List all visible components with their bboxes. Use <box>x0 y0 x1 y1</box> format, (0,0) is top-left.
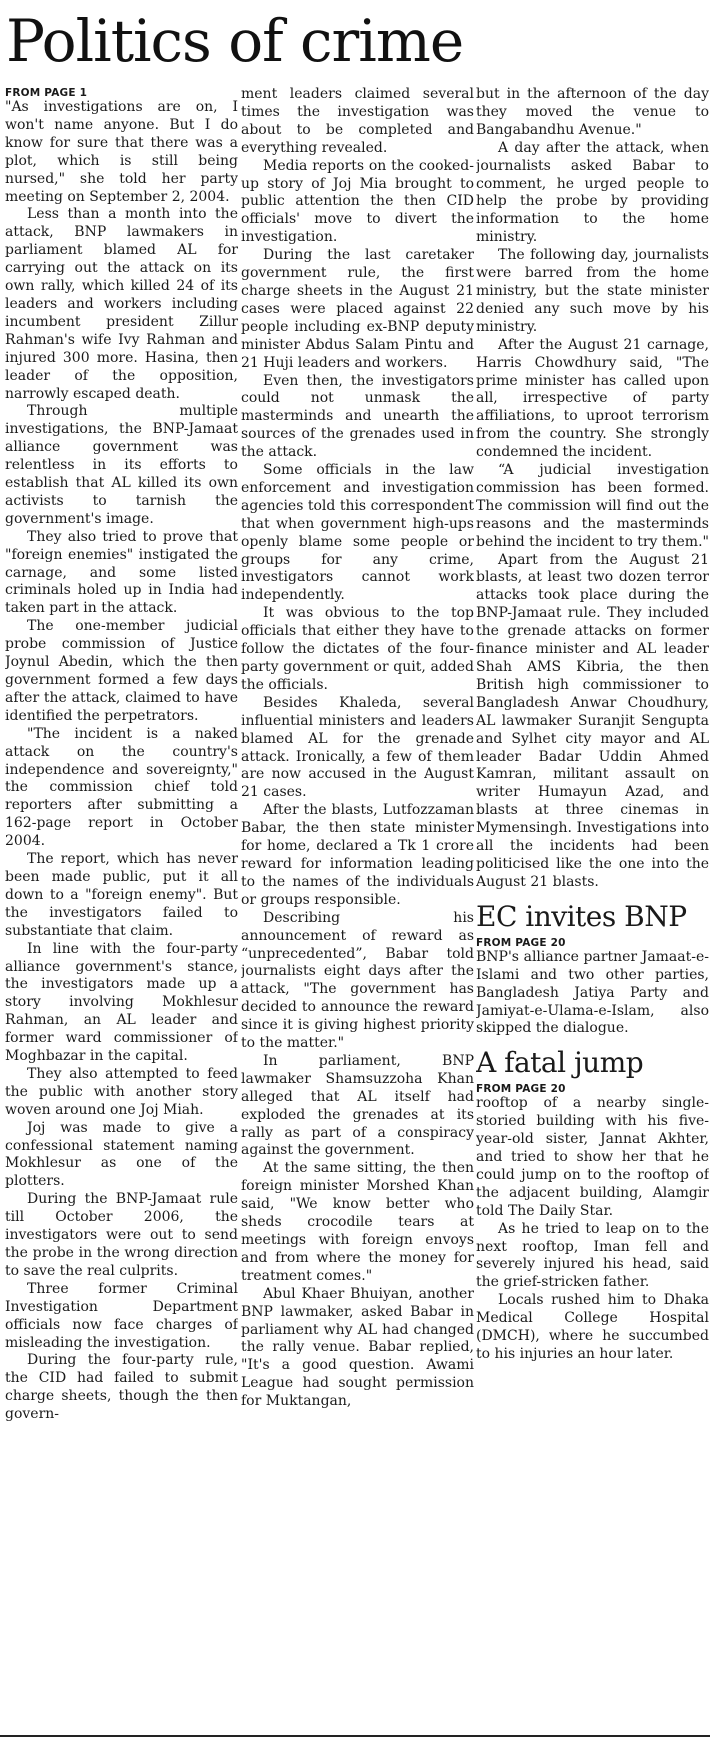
paragraph: BNP's alliance partner Jamaat-e-Islami and two other parties, Bangladesh Jatiya Party and Jamiyat-e-Ulama-e-Islam, also skipped the dialogue. <box>476 948 709 1037</box>
paragraph: A day after the attack, when journalists asked Babar to comment, he urged people to help the probe by providing information to the home ministry. <box>476 139 709 246</box>
fatal-jump-headline: A fatal jump <box>476 1046 644 1080</box>
paragraph: Even then, the investigators could not unmask the masterminds and unearth the sources of the grenades used in the attack. <box>241 372 474 461</box>
paragraph: Locals rushed him to Dhaka Medical College Hospital (DMCH), where he succumbed to his injuries an hour later. <box>476 1292 709 1362</box>
paragraph: They also tried to prove that "foreign enemies" instigated the carnage, and some listed criminals holed up in India had taken part in the attack. <box>5 528 238 617</box>
bottom-rule <box>0 1735 710 1737</box>
paragraph: Besides Khaleda, several influential ministers and leaders blamed AL for the grenade attack. Ironically, a few of them are now accused in the August 21 cases. <box>241 694 474 801</box>
paragraph: Media reports on the cooked-up story of Joj Mia brought to public attention the then CID officials' move to divert the investigation. <box>241 157 474 246</box>
paragraph: rooftop of a nearby single-storied building with his five-year-old sister, Jannat Akhter, and tried to show her that he could jump on to the rooftop of the adjacent building, Alamgir told The Daily Star. <box>476 1095 709 1219</box>
paragraph: Some officials in the law enforcement and investigation agencies told this correspondent that when government high-ups openly blame some people or groups for any crime, investigators cannot work independently. <box>241 462 474 604</box>
paragraph: Describing his announcement of reward as “unprecedented”, Babar told journalists eight days after the attack, "The government has decided to announce the reward since it is giving highest priority to the matter." <box>241 909 474 1052</box>
paragraph: The report, which has never been made public, put it all down to a "foreign enemy". But the investigators failed to substantiate that claim. <box>5 851 238 939</box>
paragraph: After the August 21 carnage, Harris Chowdhury said, "The prime minister has called upon all, irrespective of party affiliations, to uproot terrorism from the country. She strongly condemned the incident. <box>476 336 709 461</box>
paragraph: As he tried to leap on to the next rooftop, Iman fell and severely injured his head, said the grief-stricken father. <box>476 1220 709 1291</box>
paragraph: “A judicial investigation commission has been formed. The commission will find out the reasons and the masterminds behind the incident to try them." <box>476 462 709 550</box>
paragraph: In parliament, BNP lawmaker Shamsuzzoha Khan alleged that AL itself had exploded the grenades at its rally as part of a conspiracy against the government. <box>241 1052 474 1159</box>
paragraph: The one-member judicial probe commission of Justice Joynul Abedin, which the then government formed a few days after the attack, claimed to have identified the perpetrators. <box>5 618 238 724</box>
paragraph: Apart from the August 21 blasts, at least two dozen terror attacks took place during the BNP-Jamaat rule. They included the grenade attacks on former finance minister and AL leader Shah AMS Kibria, the then British high commissioner to Bangladesh Anwar Choudhury, AL lawmaker Suranjit Sengupta and Sylhet city mayor and AL leader Badar Uddin Ahmed Kamran, militant assault on writer Humayun Azad, and blasts at three cinemas in Mymensingh. Investigations into all the incidents had been politicised like the one into the August 21 blasts. <box>476 551 709 890</box>
paragraph: ment leaders claimed several times the investigation was about to be completed and everything revealed. <box>241 86 474 156</box>
paragraph: During the last caretaker government rule, the first charge sheets in the August 21 cases were placed against 22 people including ex-BNP deputy minister Abdus Salam Pintu and 21 Huji leaders and workers. <box>241 247 474 371</box>
paragraph: "As investigations are on, I won't name anyone. But I do know for sure that there was a plot, which is still being nursed," she told her party meeting on September 2, 2004. <box>5 99 238 205</box>
paragraph: During the BNP-Jamaat rule till October 2006, the investigators were out to send the probe in the wrong direction to save the real culprits. <box>5 1191 238 1279</box>
kicker-from-page-1: FROM PAGE 1 <box>5 87 88 99</box>
column-1 <box>5 86 238 1732</box>
paragraph: Less than a month into the attack, BNP lawmakers in parliament blamed AL for carrying out the attack on its own rally, which killed 24 of its leaders and workers including incumbent president Zillur Rahman's wife Ivy Rahman and injured 300 more. Hasina, then leader of the opposition, narrowly escaped death. <box>5 206 238 402</box>
paragraph: At the same sitting, the then foreign minister Morshed Khan said, "We know better who sheds crocodile tears at meetings with foreign envoys and from where the money for treatment comes." <box>241 1160 474 1284</box>
paragraph: During the four-party rule, the CID had failed to submit charge sheets, though the then govern- <box>5 1352 238 1423</box>
paragraph: In line with the four-party alliance government's stance, the investigators made up a story involving Mokhlesur Rahman, an AL leader and former ward commissioner of Moghbazar in the capital. <box>5 940 238 1065</box>
paragraph: Three former Criminal Investigation Department officials now face charges of misleading the investigation. <box>5 1280 238 1351</box>
paragraph: Abul Khaer Bhuiyan, another BNP lawmaker, asked Babar in parliament why AL had changed the rally venue. Babar replied, "It's a good question. Awami League had sought permission for Muktangan, <box>241 1285 474 1410</box>
headline: Politics of crime <box>6 7 464 75</box>
kicker-from-page-20: FROM PAGE 20 <box>476 1083 566 1096</box>
ec-invites-bnp-headline: EC invites BNP <box>476 899 687 933</box>
paragraph: It was obvious to the top officials that either they have to follow the dictates of the four-party government or quit, added the officials. <box>241 605 474 693</box>
paragraph: After the blasts, Lutfozzaman Babar, the then state minister for home, declared a Tk 1 crore reward for information leading to the names of the individuals or groups responsible. <box>241 802 474 908</box>
paragraph: The following day, journalists were barred from the home ministry, but the state minister denied any such move by his ministry. <box>476 247 709 335</box>
paragraph: Through multiple investigations, the BNP-Jamaat alliance government was relentless in its efforts to establish that AL killed its own activists to tarnish the government's image. <box>5 403 238 527</box>
column-2 <box>241 86 474 1732</box>
column-3 <box>476 86 709 1732</box>
paragraph: but in the afternoon of the day they moved the venue to Bangabandhu Avenue." <box>476 86 709 138</box>
kicker-from-page-20: FROM PAGE 20 <box>476 936 566 949</box>
paragraph: They also attempted to feed the public with another story woven around one Joj Miah. <box>5 1065 238 1118</box>
paragraph: Joj was made to give a confessional statement naming Mokhlesur as one of the plotters. <box>5 1119 238 1190</box>
paragraph: "The incident is a naked attack on the country's independence and sovereignty," the commission chief told reporters after submitting a 162-page report in October 2004. <box>5 725 238 850</box>
